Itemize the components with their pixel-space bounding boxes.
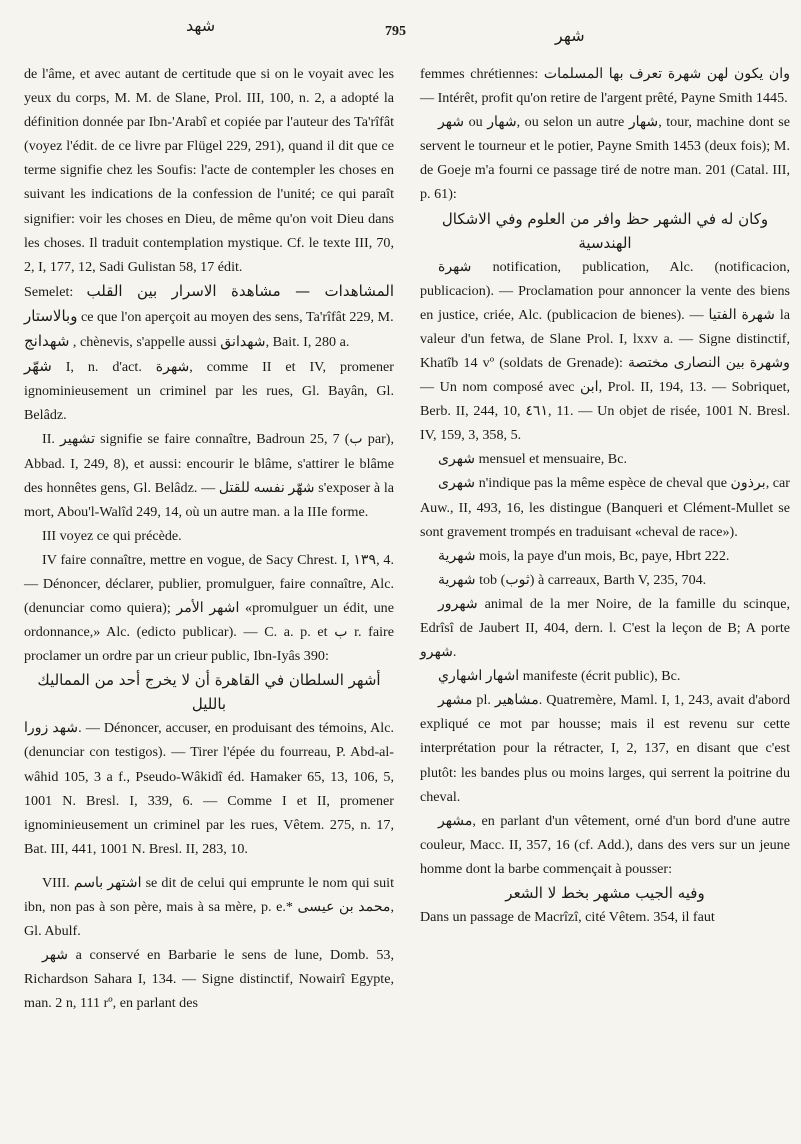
entry-paragraph: شهرية mois, la paye d'un mois, Bc, paye, Hbrt 222. (438, 547, 730, 564)
entry-paragraph: II. تشهير signifie se faire connaître, Badroun 25, 7 (ب par), Abbad. I, 249, 8), et aussi: encourir le blâme, s'attirer le blâme des honnêtes gens, Gl. Belâdz. — شهّر نفسه للقتل s'exposer à la mort, Abou'l-Walîd 249, 14, où un autre man. a la IIIe forme. (24, 431, 394, 520)
entry-paragraph: مشهر pl. مشاهير. Quatremère, Maml. I, 1, 243, avait d'abord expliqué ce mot par housse; mais il est revenu sur cette interprétation pour la rétracter, I, 2, 137, en disant que c'est plutôt: les bandes plus ou moins larges, qui serrent la poitrine du cheval. (420, 692, 790, 805)
entry-paragraph: femmes chrétiennes: وان يكون لهن شهرة تعرف بها المسلمات — Intérêt, profit qu'on retire de l'argent prêté, Payne Smith 1445. (420, 66, 791, 107)
entry-paragraph: اشهار اشهاري manifeste (écrit public), Bc. (438, 668, 681, 685)
entry-paragraph: III voyez ce qui précède. (42, 527, 182, 544)
entry-text: , chènevis, s'appelle aussi شهدانق, Bait. I, 280 a. (72, 334, 350, 351)
page-header (0, 12, 801, 52)
entry-paragraph: شهد زورا. — Dénoncer, accuser, en produisant des témoins, Alc. (denunciar con testigos). — Tirer l'épée du fourreau, P. Abd-al-wâhid 105, 3 a f., Pseudo-Wâkidî éd. Hamaker 65, 13, 106, 5, 1001 N. Bresl. I, 339, 6. — Comme I et II, promener ignominieusement un criminel par les rues, Vêtem. 275, n. 17, Bat. III, 441, 1001 N. Bresl. II, 283, 10. (24, 720, 394, 857)
running-headword-right: شهر (555, 26, 585, 45)
entry-paragraph: IV faire connaître, mettre en vogue, de Sacy Chrest. I, ١٣٩, 4. — Dénoncer, déclarer, publier, promulguer, faire connaître, Alc. (denunciar como quiera); اشهر الأمر «promulguer un édit, une ordonnance,» Alc. (edicto publicar). — C. a. p. et ب r. faire proclamer un ordre par un crieur public, Ibn-Iyâs 390: (24, 551, 395, 665)
entry-text: ce que l'on aperçoit au moyen des sens, Ta'rîfât 229, M. (80, 308, 394, 325)
entry-paragraph (24, 329, 394, 354)
headword: شهّر (24, 357, 52, 376)
entry-paragraph: شهرية tob (ثوب) à carreaux, Barth V, 235, 704. (438, 571, 707, 588)
right-column (420, 62, 790, 929)
arabic-quote: وفيه الجيب مشهر بخط لا الشعر (505, 884, 705, 902)
entry-paragraph: de l'âme, et avec autant de certitude que si on le voyait avec les yeux du corps, M. M. de Slane, Prol. III, 100, n. 2, a adopté la définition donnée par Ibn-'Arabî et copiée par l'auteur des Ta'rîfât (voyez l'édit. de ce livre par Flügel 229, 291), quand il dit que ce terme signifie chez les Soufis: l'acte de contempler les choses en suivant les indications de la confession de l'unité; ce qui paraît signifier: voir les choses en Dieu, de même qu'on voit Dieu dans les choses. Il traduit contemplation mystique. Cf. le texte III, 70, 2, I, 177, 12, Sadi Gulistan 58, 17 édit. (24, 66, 394, 275)
entry-paragraph (24, 279, 394, 329)
entry-paragraph: VIII. اشتهر باسم se dit de celui qui emprunte le nom qui suit ibn, non pas à son père, mais à sa mère, p. e.* محمد بن عيسى, Gl. Abulf. (24, 874, 394, 940)
arabic-quote: أشهر السلطان في القاهرة أن لا يخرج أحد من المماليك بالليل (37, 671, 381, 714)
entry-paragraph: شهرة notification, publication, Alc. (notificacion, publicacion). — Proclamation pour annoncer la vente des biens en justice, criée, Alc. (publicacion de bienes). — شهرة الفتيا la valeur d'un fetwa, de Slane Prol. I, lxxv a. — Signe distinctif, Khatîb 14 vº (soldats de Grenade): وشهرة بين النصارى مختصة — Un nom composé avec ابن, Prol. II, 194, 13. — Sobriquet, Berb. II, 244, 10, ٤٦١, 11. — Un objet de risée, 1001 N. Bresl. IV, 159, 3, 358, 5. (420, 258, 791, 444)
entry-paragraph: شهرى n'indique pas la même espèce de cheval que برذون, car Auw., II, 493, 16, les distingue (Banqueri et Clément-Mullet se sont gravement trompés en traduisant «cheval de race»). (420, 475, 790, 540)
arabic-quote: المشاهدات — مشاهدة الاسرار بين القلب وبالاستار (24, 281, 394, 325)
left-column (24, 62, 394, 1015)
entry-paragraph: شهرى mensuel et mensuaire, Bc. (438, 451, 627, 468)
entry-paragraph: شهرور animal de la mer Noire, de la famille du scinque, Edrîsî de Jaubert II, 404, dern. l. C'est la leçon de B; A porte شهرو. (420, 595, 790, 661)
entry-paragraph (24, 354, 394, 427)
headword: شهدانج (24, 332, 70, 351)
entry-text: I, n. d'act. شهرة, comme II et IV, promener ignominieusement un criminel par les rues, Gl. Bayân, Gl. Belâdz. (24, 359, 394, 424)
running-headword-left: شهد (186, 16, 216, 35)
entry-paragraph: مشهر, en parlant d'un vêtement, orné d'un bord d'une autre couleur, Macc. II, 357, 16 (cf. Add.), dans des vers sur un jeune homme dont la barbe commençait à pousser: (420, 812, 790, 877)
entry-paragraph: شهر a conservé en Barbarie le sens de lune, Domb. 53, Richardson Sahara I, 134. — Signe distinctif, Nowairî Egypte, man. 2 n, 111 rº, en parlant des (24, 947, 394, 1012)
page-number: 795 (385, 24, 406, 39)
entry-paragraph: Dans un passage de Macrîzî, cité Vêtem. 354, il faut (420, 909, 715, 925)
arabic-quote: وكان له في الشهر حظ وافر من العلوم وفي الاشكال الهندسية (441, 209, 769, 252)
entry-paragraph: شهر ou شهار, ou selon un autre شهار, tour, machine dont se servent le tourneur et le potier, Payne Smith 1453 (deux fois); M. de Goeje m'a fourni ce passage tiré de notre man. 201 (Catal. III, p. 61): (420, 114, 791, 203)
entry-text: Semelet: (24, 283, 74, 300)
